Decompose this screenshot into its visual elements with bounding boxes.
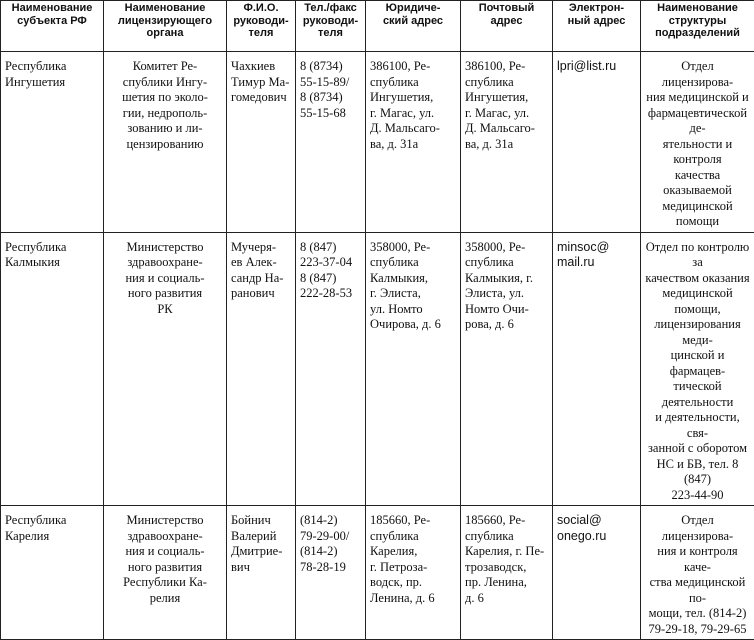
header-region: Наименование субъекта РФ xyxy=(1,1,104,52)
licensing-body-cell: Комитет Ре- спублики Ингу- шетия по эколо- гии, недрополь- зованию и ли- цензированию xyxy=(104,52,227,233)
legal-address-cell: 386100, Ре- спублика Ингушетия, г. Магас, ул. Д. Мальсаго- ва, д. 31а xyxy=(366,52,461,233)
region-cell: Республика Калмыкия xyxy=(1,232,104,506)
table-row xyxy=(1,506,754,640)
postal-address-cell: 358000, Ре- спублика Калмыкия, г. Элиста, ул. Номто Очи- рова, д. 6 xyxy=(461,232,553,506)
email-cell: minsoc@ mail.ru xyxy=(553,232,641,506)
header-licensing-body: Наименование лицензирующего органа xyxy=(104,1,227,52)
legal-address-cell: 358000, Ре- спублика Калмыкия, г. Элиста, ул. Номто Очирова, д. 6 xyxy=(366,232,461,506)
region-cell: Республика Ингушетия xyxy=(1,52,104,233)
licensing-body-cell: Министерство здравоохране- ния и социаль- ного развития Республики Ка- релия xyxy=(104,506,227,640)
postal-address-cell: 386100, Ре- спублика Ингушетия, г. Магас, ул. Д. Мальсаго- ва, д. 31а xyxy=(461,52,553,233)
header-legal-address: Юридиче- ский адрес xyxy=(366,1,461,52)
email-cell: lpri@list.ru xyxy=(553,52,641,233)
structural-units-cell: Отдел лицензирова- ния и контроля каче- ства медицинской по- мощи, тел. (814-2) 79-29-18, 79-29-65 xyxy=(641,506,754,640)
phone-cell: (814-2) 79-29-00/ (814-2) 78-28-19 xyxy=(296,506,366,640)
phone-cell: 8 (8734) 55-15-89/ 8 (8734) 55-15-68 xyxy=(296,52,366,233)
email-cell: social@ onego.ru xyxy=(553,506,641,640)
header-postal-address: Почтовый адрес xyxy=(461,1,553,52)
region-cell: Республика Карелия xyxy=(1,506,104,640)
header-structural-units: Наименование структуры подразделений xyxy=(641,1,754,52)
header-row xyxy=(1,1,754,52)
table-row xyxy=(1,52,754,233)
postal-address-cell: 185660, Ре- спублика Карелия, г. Пе- трозаводск, пр. Ленина, д. 6 xyxy=(461,506,553,640)
structural-units-cell: Отдел по контролю за качеством оказания медицинской помощи, лицензирования меди- цинской и фармацев- тической деятельности и деятельности, свя- занной с оборотом НС и БВ, тел. 8 (847) 223-44-90 xyxy=(641,232,754,506)
legal-address-cell: 185660, Ре- спублика Карелия, г. Петроза- водск, пр. Ленина, д. 6 xyxy=(366,506,461,640)
header-head-name: Ф.И.О. руководи- теля xyxy=(227,1,296,52)
header-phone-fax: Тел./факс руководи- теля xyxy=(296,1,366,52)
head-name-cell: Бойнич Валерий Дмитрие- вич xyxy=(227,506,296,640)
head-name-cell: Чахкиев Тимур Ма- гомедович xyxy=(227,52,296,233)
phone-cell: 8 (847) 223-37-04 8 (847) 222-28-53 xyxy=(296,232,366,506)
header-email: Электрон- ный адрес xyxy=(553,1,641,52)
table-row xyxy=(1,232,754,506)
licensing-body-cell: Министерство здравоохране- ния и социаль- ного развития РК xyxy=(104,232,227,506)
structural-units-cell: Отдел лицензирова- ния медицинской и фармацевтической де- ятельности и контроля качества оказываемой медицинской помощи xyxy=(641,52,754,233)
head-name-cell: Мучеря- ев Алек- сандр На- ранович xyxy=(227,232,296,506)
